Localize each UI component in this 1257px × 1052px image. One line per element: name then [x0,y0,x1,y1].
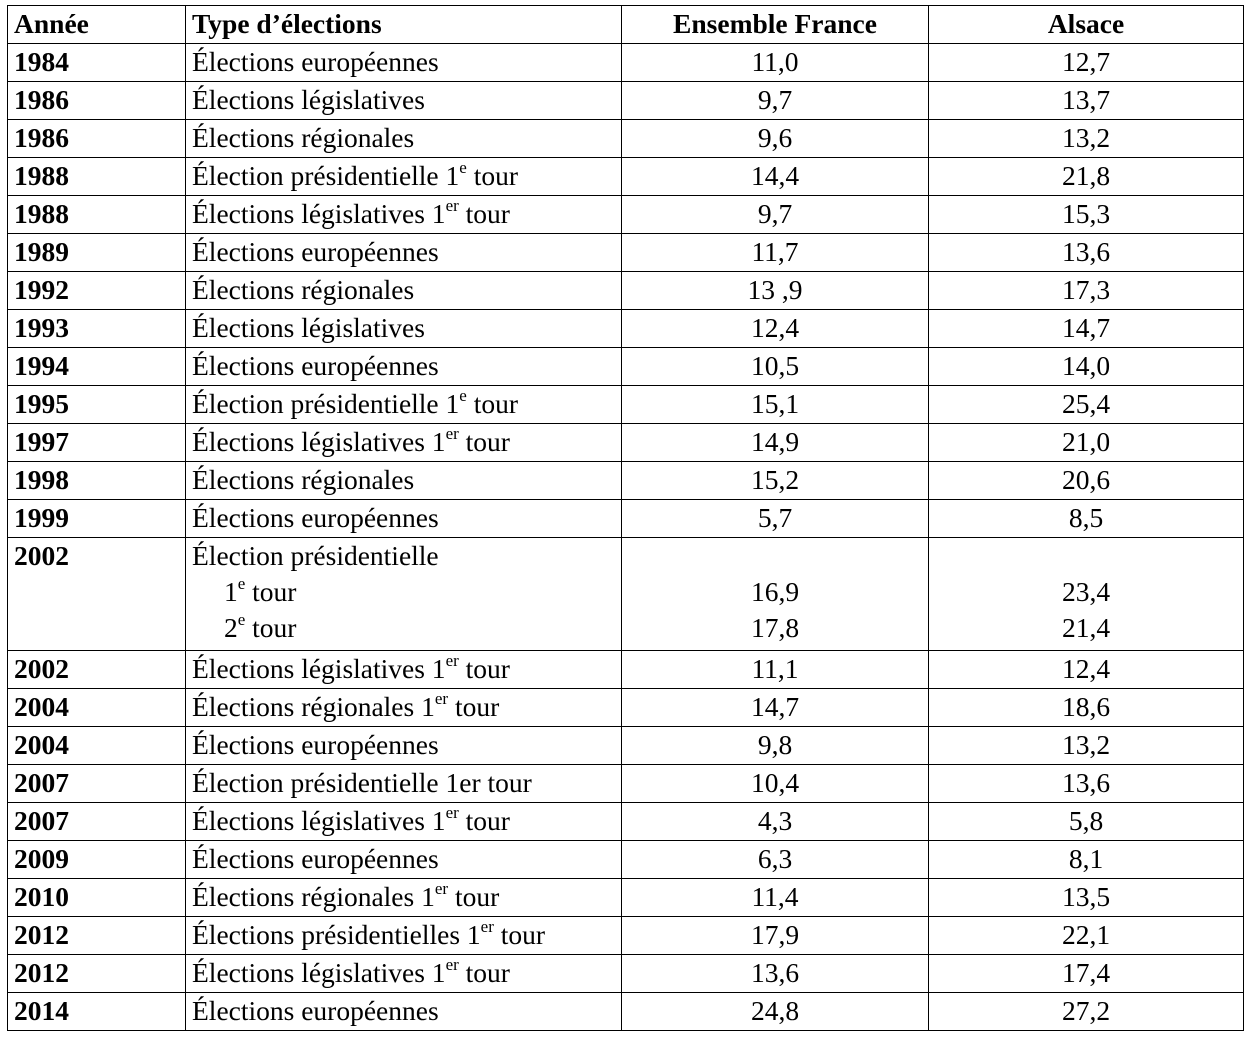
election-type-cell [186,765,622,803]
year-cell: 1986 [8,120,186,158]
round-suffix: tour [458,957,510,988]
election-type-label: Élections législatives [192,312,425,343]
alsace-value-cell: 21,8 [929,158,1244,196]
round-suffix: tour [466,388,518,419]
alsace-value-cell: 8,5 [929,500,1244,538]
year-cell: 2002 [8,538,186,651]
table-row [8,538,1244,651]
election-type-cell [186,538,622,651]
table-row [8,424,1244,462]
round-ordinal: er [445,423,459,443]
france-value-cell: 13 ,9 [622,272,929,310]
round-ordinal: e [459,157,467,177]
france-value-cell: 9,6 [622,120,929,158]
alsace-value-cell: 13,6 [929,765,1244,803]
table-row [8,462,1244,500]
france-round-value: 16,9 [750,576,800,607]
round-suffix: tour [466,160,518,191]
election-type-cell [186,310,622,348]
round-number: 2 [224,612,238,643]
france-value-cell: 9,8 [622,727,929,765]
france-value-cell: 10,5 [622,348,929,386]
alsace-value-cell: 5,8 [929,803,1244,841]
table-row [8,803,1244,841]
year-cell: 1986 [8,82,186,120]
alsace-round-value: 21,4 [1061,612,1111,643]
election-type-cell [186,879,622,917]
election-type-label: Élections européennes [192,502,439,533]
year-cell: 2009 [8,841,186,879]
year-cell: 2014 [8,993,186,1031]
france-value-cell: 11,0 [622,44,929,82]
round-suffix: tour [245,612,297,643]
header-election-type: Type d’élections [186,6,622,44]
year-cell: 1989 [8,234,186,272]
alsace-value-cell: 14,0 [929,348,1244,386]
alsace-value-cell: 18,6 [929,689,1244,727]
table-row [8,386,1244,424]
round-ordinal: er [480,916,494,936]
round-suffix: tour [448,691,500,722]
table-row [8,120,1244,158]
election-type-label: Élections européennes [192,350,439,381]
table-row [8,689,1244,727]
election-type-label: Élections législatives 1 [192,426,446,457]
election-type-cell [186,955,622,993]
round-suffix: tour [458,198,510,229]
table-row [8,234,1244,272]
france-value-cell: 5,7 [622,500,929,538]
election-type-cell [186,348,622,386]
round-ordinal: er [445,954,459,974]
france-round-value: 17,8 [750,612,800,643]
year-cell: 2012 [8,955,186,993]
election-type-label: Élection présidentielle 1er tour [192,767,532,798]
france-value-cell: 9,7 [622,82,929,120]
year-cell: 1992 [8,272,186,310]
election-type-cell [186,386,622,424]
election-type-label: Élections législatives 1 [192,198,446,229]
france-value-cell: 17,9 [622,917,929,955]
table-row [8,158,1244,196]
alsace-value-cell: 27,2 [929,993,1244,1031]
election-type-label: Élections législatives 1 [192,805,446,836]
election-type-cell [186,424,622,462]
table-row [8,765,1244,803]
year-cell: 1984 [8,44,186,82]
table-row [8,500,1244,538]
election-type-label: Élection présidentielle 1 [192,160,460,191]
election-type-cell [186,500,622,538]
table-row [8,993,1244,1031]
election-type-cell [186,158,622,196]
header-row [8,6,1244,44]
france-value-cell: 11,1 [622,651,929,689]
france-value-cell: 4,3 [622,803,929,841]
alsace-value-cell: 13,7 [929,82,1244,120]
table-row [8,917,1244,955]
table-row [8,651,1244,689]
round-number: 1 [224,576,238,607]
election-type-cell [186,272,622,310]
year-cell: 1995 [8,386,186,424]
year-cell: 2012 [8,917,186,955]
alsace-round-value: 23,4 [1061,576,1111,607]
election-type-cell [186,689,622,727]
round-ordinal: er [434,878,449,898]
table-body [8,44,1244,1031]
alsace-value-cell: 12,7 [929,44,1244,82]
round-suffix: tour [493,919,546,950]
alsace-value-cell: 13,2 [929,120,1244,158]
election-type-cell [186,993,622,1031]
table-row [8,196,1244,234]
election-type-cell [186,234,622,272]
header-year: Année [8,6,186,44]
alsace-value-cell: 8,1 [929,841,1244,879]
table-row [8,272,1244,310]
year-cell: 1998 [8,462,186,500]
election-type-label: Élections présidentielles 1 [192,919,481,950]
election-type-label: Élections régionales [192,122,415,153]
alsace-value-cell: 13,2 [929,727,1244,765]
header-ensemble-france: Ensemble France [622,6,929,44]
round-label [192,610,615,646]
france-value-cell: 14,9 [622,424,929,462]
france-value-cell: 15,1 [622,386,929,424]
round-ordinal: e [459,385,467,405]
election-type-label: Élections législatives [192,84,425,115]
france-value-cell: 15,2 [622,462,929,500]
france-value-cell: 11,4 [622,879,929,917]
round-label [192,574,615,610]
france-value-cell: 24,8 [622,993,929,1031]
alsace-value-cell: 20,6 [929,462,1244,500]
election-type-cell [186,727,622,765]
election-type-label: Élections régionales [192,274,415,305]
table-row [8,82,1244,120]
france-value-cell: 12,4 [622,310,929,348]
alsace-value-cell: 15,3 [929,196,1244,234]
round-ordinal: e [237,573,246,593]
election-type-label: Élections régionales 1 [192,881,435,912]
year-cell: 2010 [8,879,186,917]
election-type-cell [186,651,622,689]
year-cell: 1988 [8,158,186,196]
round-suffix: tour [458,426,510,457]
election-type-label: Élections européennes [192,843,439,874]
year-cell: 2004 [8,689,186,727]
alsace-value-cell: 21,0 [929,424,1244,462]
election-type-label: Élections européennes [192,729,439,760]
year-cell: 1994 [8,348,186,386]
round-suffix: tour [448,881,500,912]
round-ordinal: e [237,609,246,629]
france-value-cell [622,538,929,651]
election-type-label: Élections européennes [192,46,439,77]
alsace-value-cell [929,538,1244,651]
election-type-label: Élections régionales 1 [192,691,435,722]
alsace-value-cell: 17,3 [929,272,1244,310]
round-ordinal: er [445,802,459,822]
france-value-cell: 10,4 [622,765,929,803]
france-value-cell: 13,6 [622,955,929,993]
alsace-value-cell: 13,6 [929,234,1244,272]
year-cell: 2002 [8,651,186,689]
table-row [8,310,1244,348]
election-type-cell [186,196,622,234]
election-type-cell [186,841,622,879]
year-cell: 1999 [8,500,186,538]
france-value-cell: 11,7 [622,234,929,272]
year-cell: 1988 [8,196,186,234]
election-type-label: Élections régionales [192,464,415,495]
france-value-cell: 9,7 [622,196,929,234]
election-type-cell [186,917,622,955]
table-row [8,955,1244,993]
table-row [8,841,1244,879]
alsace-value-cell: 12,4 [929,651,1244,689]
year-cell: 2004 [8,727,186,765]
round-ordinal: er [445,650,459,670]
alsace-value-cell: 22,1 [929,917,1244,955]
table-row [8,44,1244,82]
header-alsace: Alsace [929,6,1244,44]
france-value-cell: 6,3 [622,841,929,879]
round-ordinal: er [445,195,459,215]
alsace-value-cell: 25,4 [929,386,1244,424]
election-type-label: Élections législatives 1 [192,653,446,684]
election-type-label: Élections législatives 1 [192,957,446,988]
france-value-cell: 14,7 [622,689,929,727]
alsace-value-cell: 14,7 [929,310,1244,348]
table-row [8,727,1244,765]
election-type-cell [186,120,622,158]
election-type-cell [186,82,622,120]
election-type-label: Élection présidentielle [192,540,439,571]
election-type-cell [186,462,622,500]
round-ordinal: er [434,688,449,708]
election-type-cell [186,44,622,82]
election-type-label: Élection présidentielle 1 [192,388,460,419]
round-suffix: tour [458,653,510,684]
election-results-table [7,5,1244,1031]
round-suffix: tour [458,805,510,836]
year-cell: 1993 [8,310,186,348]
year-cell: 1997 [8,424,186,462]
table-row [8,879,1244,917]
france-value-cell: 14,4 [622,158,929,196]
election-type-label: Élections européennes [192,995,439,1026]
round-suffix: tour [245,576,297,607]
year-cell: 2007 [8,803,186,841]
alsace-value-cell: 17,4 [929,955,1244,993]
table-row [8,348,1244,386]
alsace-value-cell: 13,5 [929,879,1244,917]
election-type-label: Élections européennes [192,236,439,267]
year-cell: 2007 [8,765,186,803]
election-type-cell [186,803,622,841]
